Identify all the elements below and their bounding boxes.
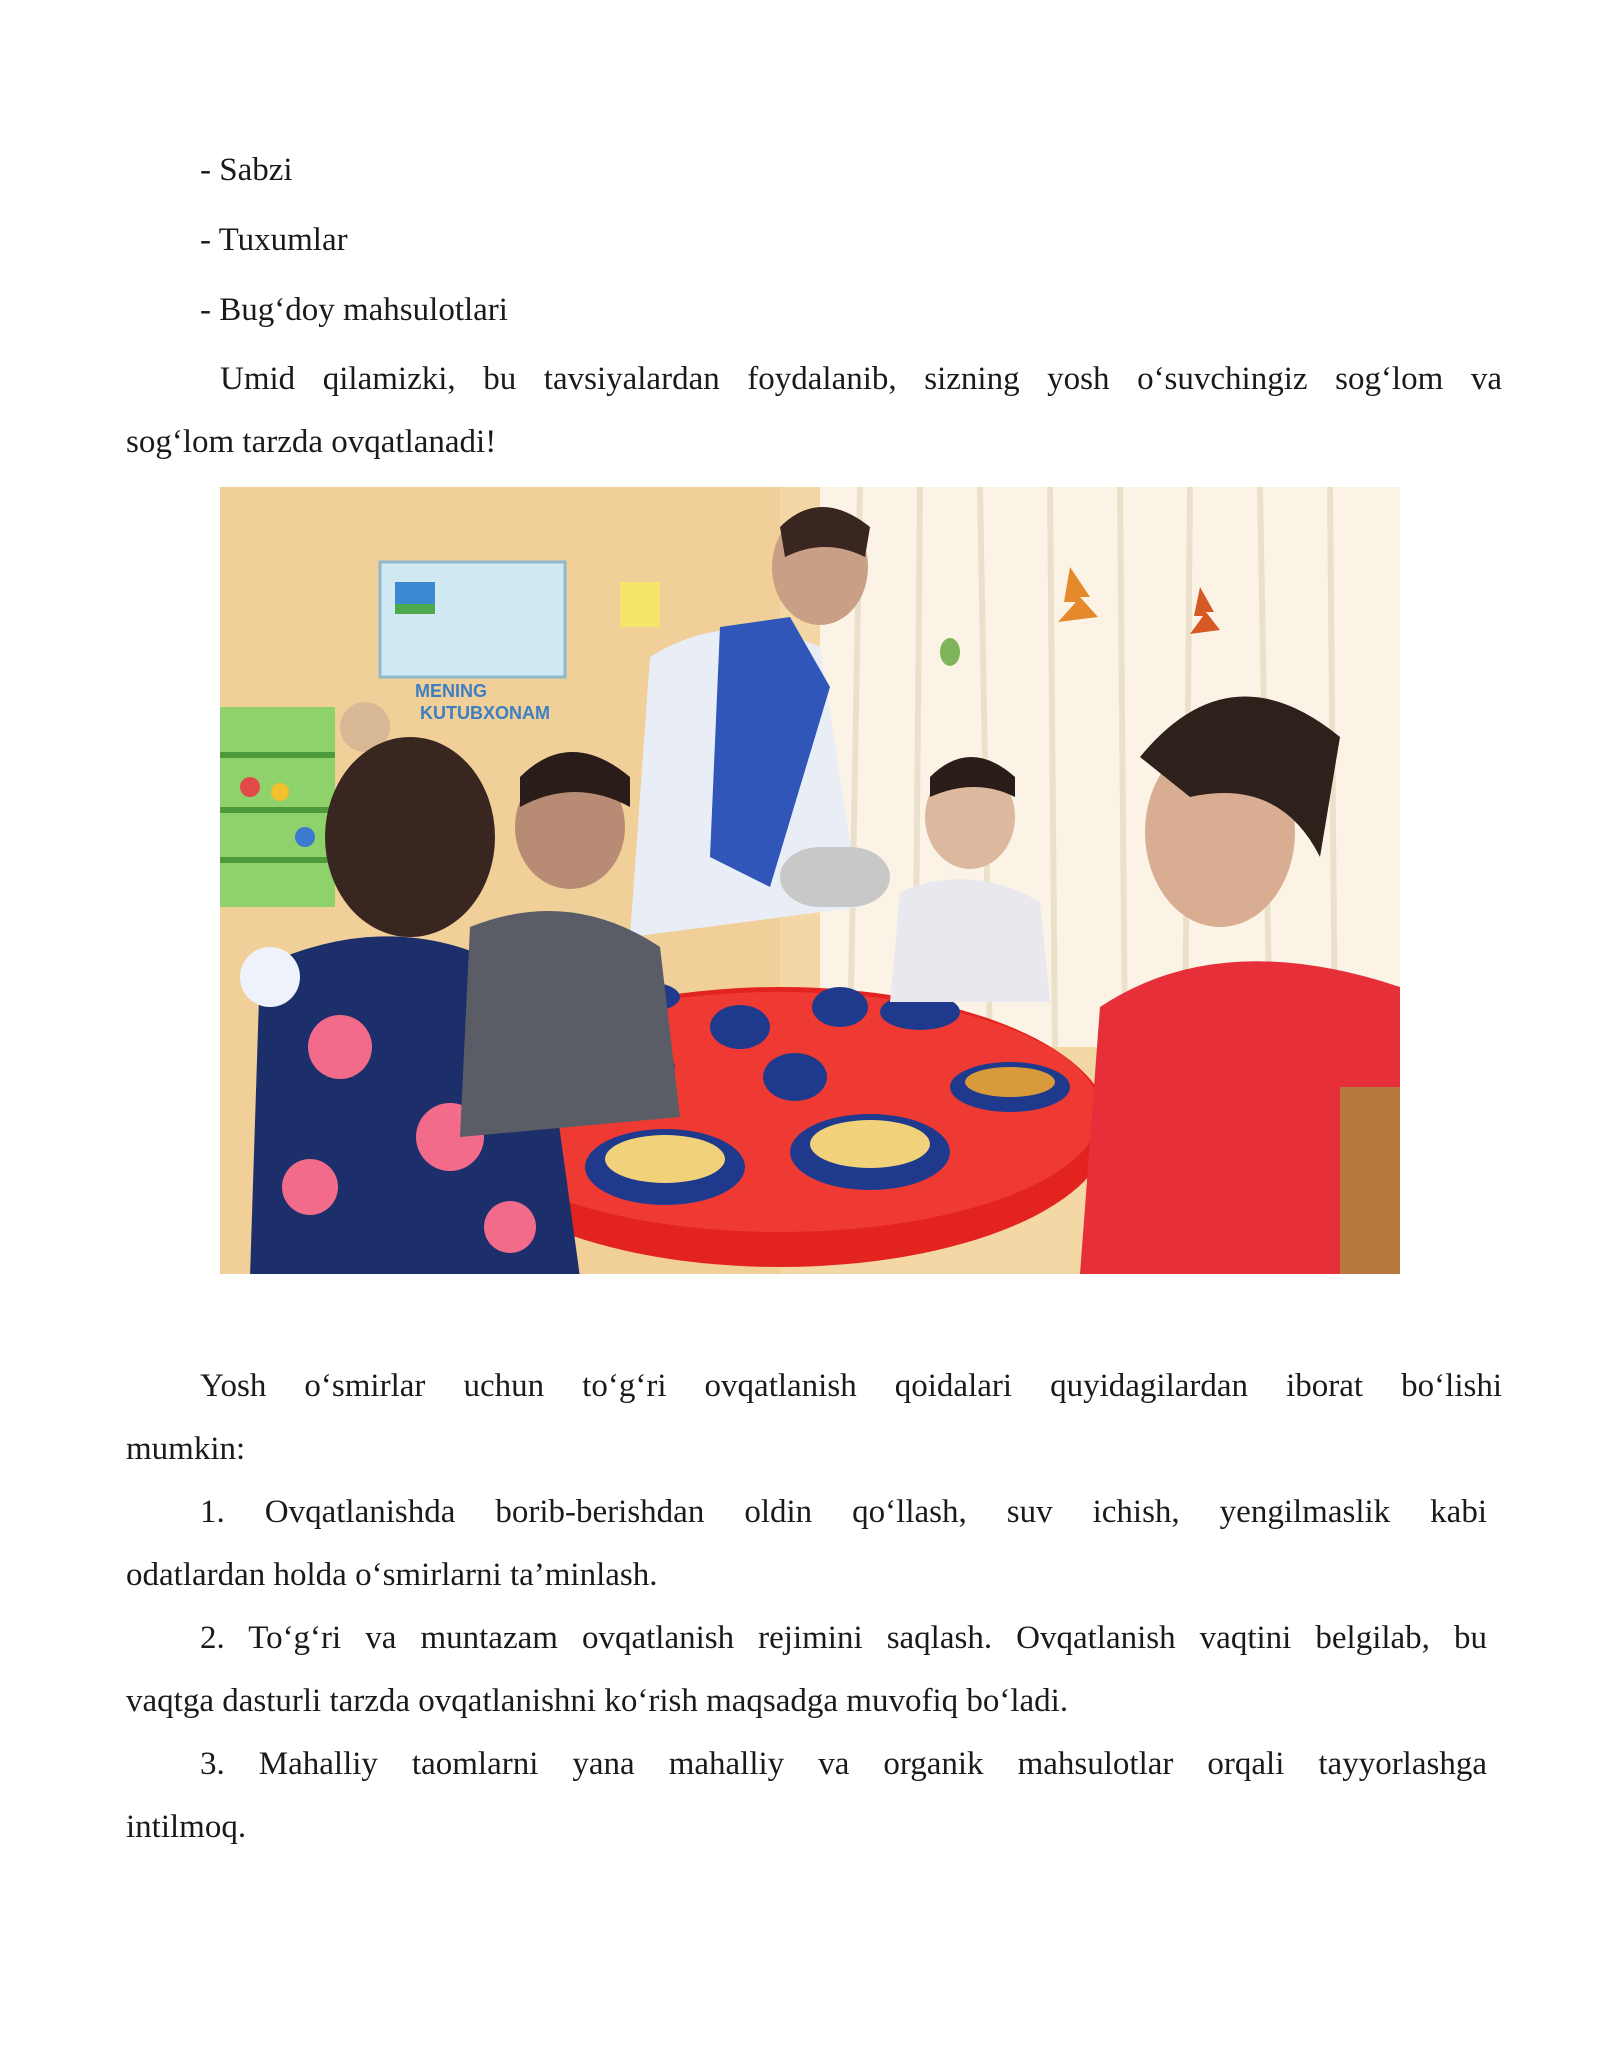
rule-item-continuation: intilmoq. — [126, 1809, 247, 1845]
list-item: - Tuxumlar — [200, 222, 348, 258]
paragraph-line: mumkin: — [126, 1431, 246, 1467]
rule-item-continuation: odatlardan holda o‘smirlarni ta’minlash. — [126, 1557, 658, 1593]
list-item: - Sabzi — [200, 152, 293, 188]
poster-text: MENING — [415, 681, 487, 701]
paragraph-line: Umid qilamizki, bu tavsiyalardan foydalanib, sizning yosh o‘suvchingiz sog‘lom va — [220, 361, 1502, 397]
rule-item: 1. Ovqatlanishda borib-berishdan oldin qo‘llash, suv ichish, yengilmaslik kabi — [200, 1494, 1487, 1530]
paragraph-line: Yosh o‘smirlar uchun to‘g‘ri ovqatlanish qoidalari quyidagilardan iborat bo‘lishi — [200, 1368, 1502, 1404]
kindergarten-meal-photo — [220, 487, 1400, 1274]
rule-item: 2. To‘g‘ri va muntazam ovqatlanish rejimini saqlash. Ovqatlanish vaqtini belgilab, bu — [200, 1620, 1487, 1656]
list-item: - Bug‘doy mahsulotlari — [200, 292, 508, 328]
poster-text: KUTUBXONAM — [420, 703, 550, 723]
rule-item: 3. Mahalliy taomlarni yana mahalliy va organik mahsulotlar orqali tayyorlashga — [200, 1746, 1487, 1782]
paragraph-line: sog‘lom tarzda ovqatlanadi! — [126, 424, 497, 460]
rule-item-continuation: vaqtga dasturli tarzda ovqatlanishni ko‘rish maqsadga muvofiq bo‘ladi. — [126, 1683, 1069, 1719]
